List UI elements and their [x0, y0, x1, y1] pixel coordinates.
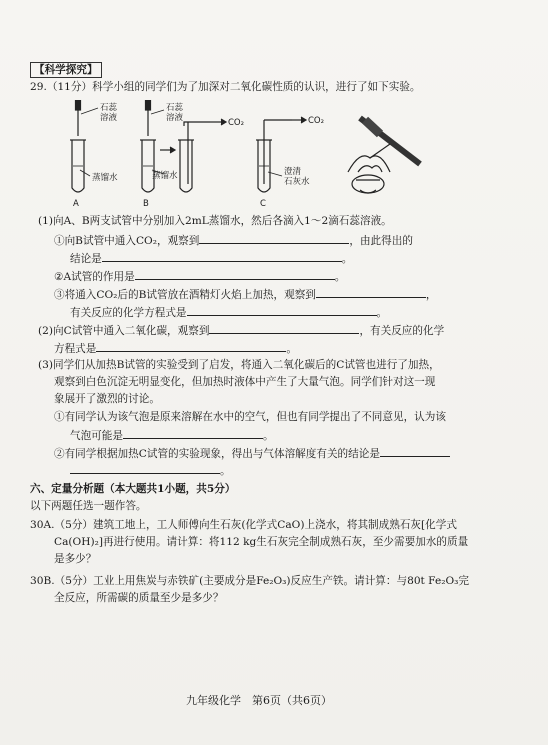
comma: ， [425, 289, 437, 301]
q29-1-1-conclusion-text: 结论是 [70, 253, 102, 265]
label-limewater-1: 澄清 [284, 167, 302, 177]
answer-blank-3[interactable] [135, 268, 335, 280]
q29-1-3-line [54, 286, 436, 302]
label-limewater-2: 石灰水 [284, 177, 310, 187]
period: 。 [376, 307, 388, 319]
q29-1-1-line [54, 232, 413, 248]
label-water-a: 蒸馏水 [92, 173, 118, 183]
q29-part2-line [38, 322, 444, 338]
answer-blank-6[interactable] [209, 322, 359, 334]
experiment-diagram [60, 100, 440, 210]
q30a-line2: Ca(OH)₂]再进行使用。请计算：将112 kg生石灰完全制成熟石灰，至少需要加水的质量 [54, 536, 469, 548]
answer-blank-8[interactable] [123, 427, 263, 439]
q30b-line1: 30B.（5分）工业上用焦炭与赤铁矿(主要成分是Fe₂O₃)反应生产铁。请计算：与80t Fe₂O₃完 [30, 575, 469, 587]
answer-blank-5[interactable] [187, 304, 377, 316]
q29-header: 29.（11分）科学小组的同学们为了加深对二氧化碳性质的认识，进行了如下实验。 [30, 81, 421, 93]
answer-blank-9[interactable] [380, 445, 450, 457]
q29-1-1-conclusion [70, 250, 352, 266]
page-footer: 九年级化学 第6页（共6页） [186, 694, 332, 707]
label-co2-b: CO₂ [228, 118, 245, 128]
answer-blank-7[interactable] [96, 340, 286, 352]
q29-3-2-line [54, 445, 450, 461]
q29-part3-line1: (3)同学们从加热B试管的实验受到了启发，将通入二氧化碳后的C试管也进行了加热， [38, 359, 440, 371]
section6-note: 以下两题任选一题作答。 [30, 500, 147, 512]
label-litmus-a-1: 石蕊 [100, 103, 118, 113]
label-b: B [143, 199, 149, 209]
q29-1-1-text: ①向B试管中通入CO₂，观察到 [54, 235, 200, 247]
q29-1-3-equation [70, 304, 387, 320]
label-a: A [73, 199, 79, 209]
q29-part2-tail: ，有关反应的化学 [359, 325, 445, 337]
q29-part1-intro: (1)向A、B两支试管中分别加入2mL蒸馏水，然后各滴入1～2滴石蕊溶液。 [38, 215, 392, 227]
label-water-b: 蒸馏水 [152, 171, 178, 181]
q30b-line2: 全反应，所需碳的质量至少是多少？ [54, 592, 224, 604]
q29-1-2-text: ②A试管的作用是 [54, 271, 135, 283]
section6-title: 六、定量分析题（本大题共1小题，共5分） [30, 483, 236, 495]
q29-3-1-line1: ①有同学认为该气泡是原来溶解在水中的空气，但也有同学提出了不同意见，认为该 [54, 411, 446, 423]
label-litmus-a-2: 溶液 [100, 113, 118, 123]
period: 。 [262, 430, 274, 442]
label-c: C [260, 199, 266, 209]
q29-1-3-text: ③将通入CO₂后的B试管放在酒精灯火焰上加热，观察到 [54, 289, 316, 301]
q29-1-3-equation-text: 有关反应的化学方程式是 [70, 307, 187, 319]
answer-blank-10[interactable] [70, 462, 220, 474]
q29-3-1-line2 [70, 427, 274, 443]
q29-part3-line3: 象展开了激烈的讨论。 [54, 393, 160, 405]
answer-blank-1[interactable] [199, 232, 349, 244]
q29-1-2-line [54, 268, 345, 284]
q29-1-1-tail: ，由此得出的 [349, 235, 413, 247]
q29-3-1-text: 气泡可能是 [70, 430, 123, 442]
q29-part2-equation [54, 340, 297, 356]
section-tag: 【科学探究】 [30, 62, 102, 78]
label-co2-c: CO₂ [308, 116, 325, 126]
period: 。 [220, 465, 231, 477]
period: 。 [341, 253, 353, 265]
label-litmus-b-2: 溶液 [166, 113, 184, 123]
q29-part2-equation-text: 方程式是 [54, 343, 97, 355]
q29-part3-line2: 观察到白色沉淀无明显变化，但加热时液体中产生了大量气泡。同学们针对这一现 [54, 376, 436, 388]
answer-blank-2[interactable] [102, 250, 342, 262]
q29-3-2-text: ②有同学根据加热C试管的实验现象，得出与气体溶解度有关的结论是 [54, 448, 380, 460]
period: 。 [334, 271, 346, 283]
q30a-line3: 是多少？ [54, 553, 97, 565]
period: 。 [286, 343, 297, 355]
q29-part2-text: (2)向C试管中通入二氧化碳，观察到 [38, 325, 210, 337]
q30a-line1: 30A.（5分）建筑工地上，工人师傅向生石灰(化学式CaO)上浇水，将其制成熟石灰[化学式 [30, 519, 457, 531]
q29-3-2-cont [70, 462, 231, 478]
answer-blank-4[interactable] [316, 286, 426, 298]
label-litmus-b-1: 石蕊 [166, 103, 184, 113]
